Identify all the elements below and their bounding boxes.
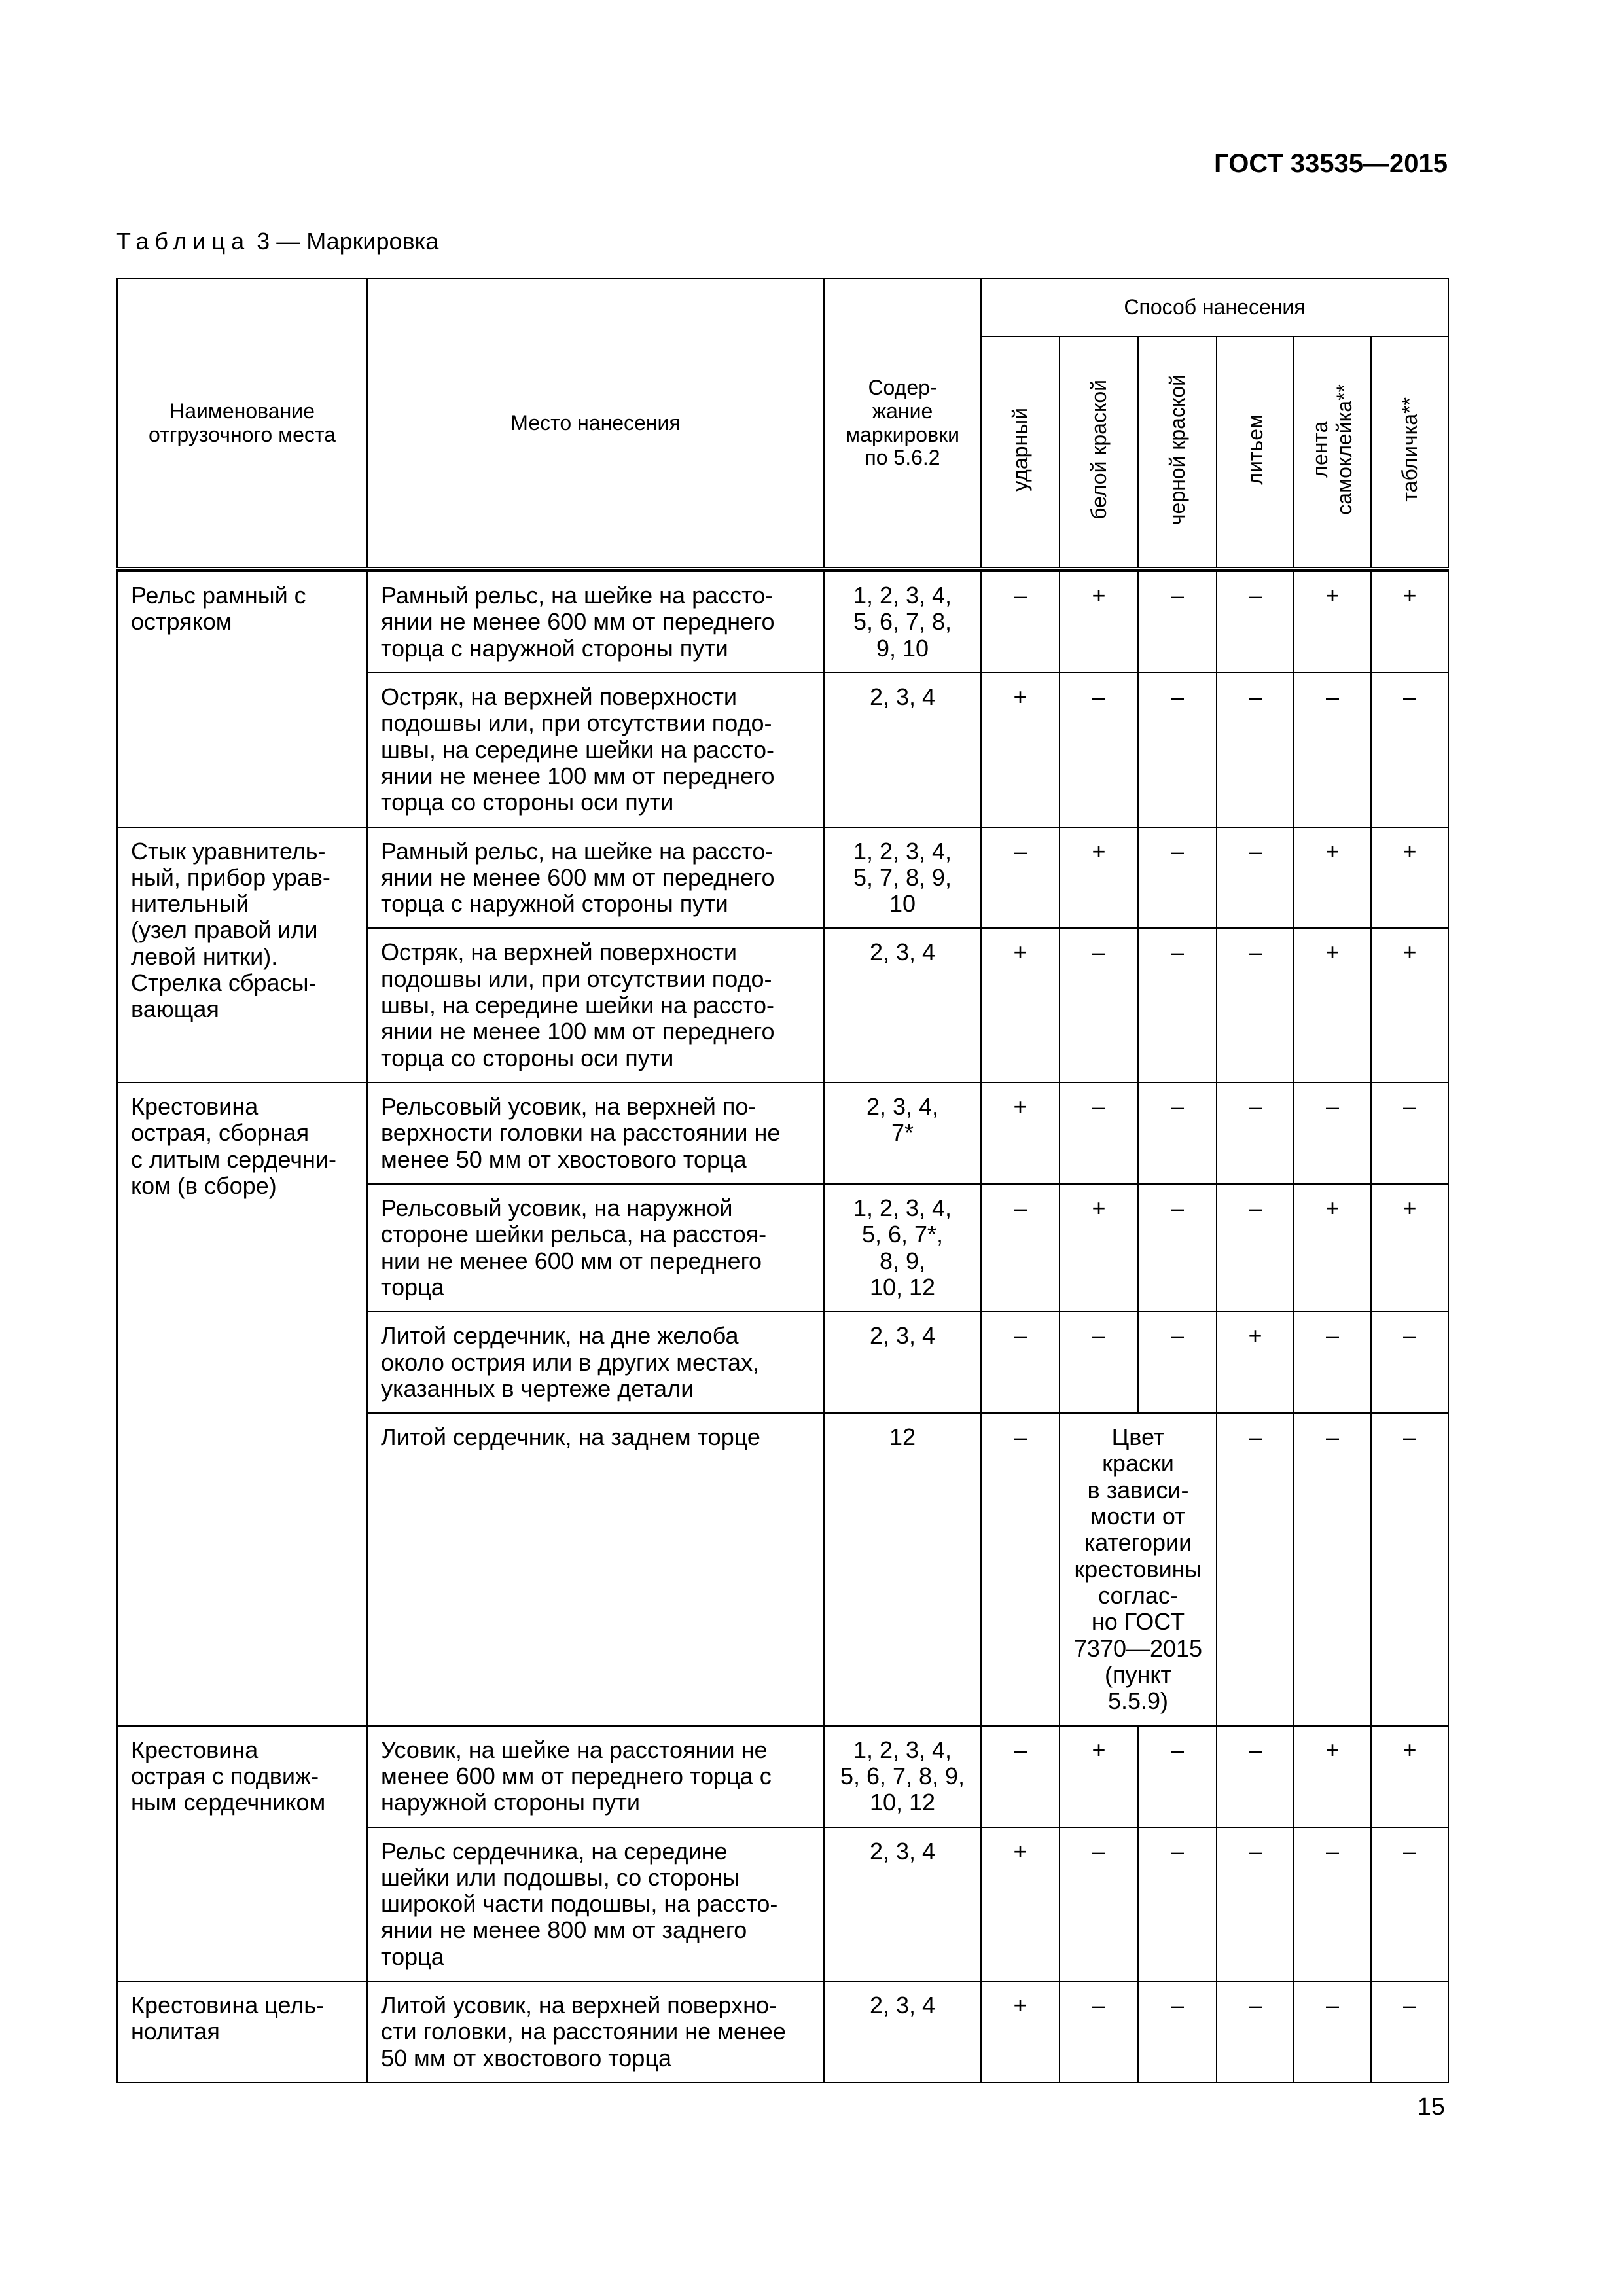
marking-content: 1, 2, 3, 4, 5, 7, 8, 9, 10 [824,827,981,929]
method-mark: + [1060,827,1138,929]
method-mark: – [1138,1184,1217,1312]
method-mark: – [1138,1312,1217,1413]
page-number: 15 [1417,2093,1445,2121]
application-place: Рамный рельс, на шейке на рассто- янии не менее 600 мм от переднего торца с наружной стороны пути [367,827,824,929]
method-mark: – [981,1312,1060,1413]
application-place: Литой сердечник, на заднем торце [367,1413,824,1725]
shipping-place-name: Стык уравнитель- ный, прибор урав- нительный (узел правой или левой нитки). Стрелка сбрасы- вающая [117,827,367,1083]
application-place: Рамный рельс, на шейке на рассто- янии не менее 600 мм от переднего торца с наружной стороны пути [367,571,824,673]
method-mark: – [1217,1413,1294,1725]
header-method [1138,336,1217,569]
method-mark: – [1294,1827,1371,1982]
method-mark: + [1294,928,1371,1083]
shipping-place-name: Крестовина цель- нолитая [117,1981,367,2083]
marking-content: 12 [824,1413,981,1725]
header-method-label: табличка** [1397,397,1421,502]
method-mark: – [1060,928,1138,1083]
header-application-method: Способ нанесения [981,279,1448,336]
header-method [1294,336,1371,569]
method-mark: – [1294,1083,1371,1184]
method-mark: – [1294,1981,1371,2083]
header-method-label: лента самоклейка** [1308,384,1356,515]
method-mark: – [1060,1981,1138,2083]
method-mark: + [1371,928,1448,1083]
method-mark: + [1371,1726,1448,1827]
method-mark: – [1060,1827,1138,1982]
method-mark: + [1371,571,1448,673]
header-method [981,336,1060,569]
application-place: Литой сердечник, на дне желоба около острия или в других местах, указанных в чертеже детали [367,1312,824,1413]
header-application-place: Место нанесения [367,279,824,569]
method-mark: – [981,571,1060,673]
method-mark: – [1217,928,1294,1083]
table-row [117,571,1448,673]
method-mark: – [1217,1726,1294,1827]
method-mark: – [981,1413,1060,1725]
method-mark: – [1371,1083,1448,1184]
method-mark: + [1060,1726,1138,1827]
method-mark: – [1138,827,1217,929]
marking-content: 2, 3, 4 [824,1827,981,1982]
marking-content: 1, 2, 3, 4, 5, 6, 7, 8, 9, 10 [824,571,981,673]
method-mark: – [1371,1827,1448,1982]
shipping-place-name: Рельс рамный с остряком [117,571,367,827]
paint-color-note: Цвет краски в зависи- мости от категории крестовины соглас- но ГОСТ 7370—2015 (пункт 5.5.9) [1060,1413,1217,1725]
method-mark: – [1060,673,1138,827]
method-mark: – [981,827,1060,929]
method-mark: – [1294,1312,1371,1413]
method-mark: – [1138,571,1217,673]
header-marking-content: Содер- жание маркировки по 5.6.2 [824,279,981,569]
method-mark: – [1138,1083,1217,1184]
marking-content: 2, 3, 4 [824,673,981,827]
method-mark: + [1371,827,1448,929]
caption-prefix: Таблица [116,228,251,255]
method-mark: – [1060,1083,1138,1184]
header-method [1217,336,1294,569]
method-mark: – [1217,571,1294,673]
method-mark: + [1371,1184,1448,1312]
application-place: Рельс сердечника, на середине шейки или подошвы, со стороны широкой части подошвы, на рассто- янии не менее 800 мм от заднего торца [367,1827,824,1982]
marking-content: 2, 3, 4 [824,928,981,1083]
method-mark: + [1060,571,1138,673]
method-mark: – [1371,1413,1448,1725]
marking-content: 2, 3, 4 [824,1312,981,1413]
table-row [117,827,1448,929]
method-mark: – [981,1726,1060,1827]
method-mark: – [1138,673,1217,827]
shipping-place-name: Крестовина острая, сборная с литым сердечни- ком (в сборе) [117,1083,367,1726]
method-mark: – [1294,673,1371,827]
method-mark: + [1294,827,1371,929]
method-mark: – [1217,1981,1294,2083]
header-method [1371,336,1448,569]
method-mark: + [1294,571,1371,673]
application-place: Рельсовый усовик, на верхней по- верхности головки на расстоянии не менее 50 мм от хвостового торца [367,1083,824,1184]
table-caption [116,228,438,255]
method-mark: – [1217,673,1294,827]
application-place: Остряк, на верхней поверхности подошвы или, при отсутствии подо- швы, на середине шейки на рассто- янии не менее 100 мм от переднего торца со стороны оси пути [367,928,824,1083]
header-method-label: ударный [1008,407,1032,492]
method-mark: – [1138,1726,1217,1827]
table-row [117,1083,1448,1184]
method-mark: – [1371,673,1448,827]
method-mark: – [1060,1312,1138,1413]
method-mark: – [1217,827,1294,929]
method-mark: + [981,928,1060,1083]
marking-content: 1, 2, 3, 4, 5, 6, 7*, 8, 9, 10, 12 [824,1184,981,1312]
method-mark: – [1138,1981,1217,2083]
method-mark: + [1060,1184,1138,1312]
marking-table [116,278,1449,2083]
method-mark: + [981,1981,1060,2083]
method-mark: + [981,1083,1060,1184]
method-mark: – [1217,1827,1294,1982]
method-mark: – [981,1184,1060,1312]
header-method [1060,336,1138,569]
document-code: ГОСТ 33535—2015 [1214,149,1448,178]
application-place: Усовик, на шейке на расстоянии не менее 600 мм от переднего торца с наружной стороны пути [367,1726,824,1827]
header-method-label: литьем [1243,414,1267,485]
method-mark: – [1217,1083,1294,1184]
method-mark: + [1294,1184,1371,1312]
caption-number: 3 [257,228,270,255]
marking-content: 1, 2, 3, 4, 5, 6, 7, 8, 9, 10, 12 [824,1726,981,1827]
marking-content: 2, 3, 4 [824,1981,981,2083]
header-method-label: черной краской [1165,374,1189,525]
method-mark: + [1294,1726,1371,1827]
application-place: Рельсовый усовик, на наружной стороне шейки рельса, на расстоя- нии не менее 600 мм от переднего торца [367,1184,824,1312]
method-mark: – [1217,1184,1294,1312]
method-mark: – [1371,1981,1448,2083]
method-mark: + [981,1827,1060,1982]
application-place: Литой усовик, на верхней поверхно- сти головки, на расстоянии не менее 50 мм от хвостового торца [367,1981,824,2083]
method-mark: – [1138,928,1217,1083]
application-place: Остряк, на верхней поверхности подошвы или, при отсутствии подо- швы, на середине шейки на рассто- янии не менее 100 мм от переднего торца со стороны оси пути [367,673,824,827]
shipping-place-name: Крестовина острая с подвиж- ным сердечником [117,1726,367,1982]
caption-title: — Маркировка [276,228,439,255]
table-row [117,1726,1448,1827]
header-shipping-place: Наименование отгрузочного места [117,279,367,569]
method-mark: – [1371,1312,1448,1413]
method-mark: – [1138,1827,1217,1982]
method-mark: + [1217,1312,1294,1413]
marking-content: 2, 3, 4, 7* [824,1083,981,1184]
method-mark: + [981,673,1060,827]
table-row [117,1981,1448,2083]
header-method-label: белой краской [1086,379,1111,520]
method-mark: – [1294,1413,1371,1725]
